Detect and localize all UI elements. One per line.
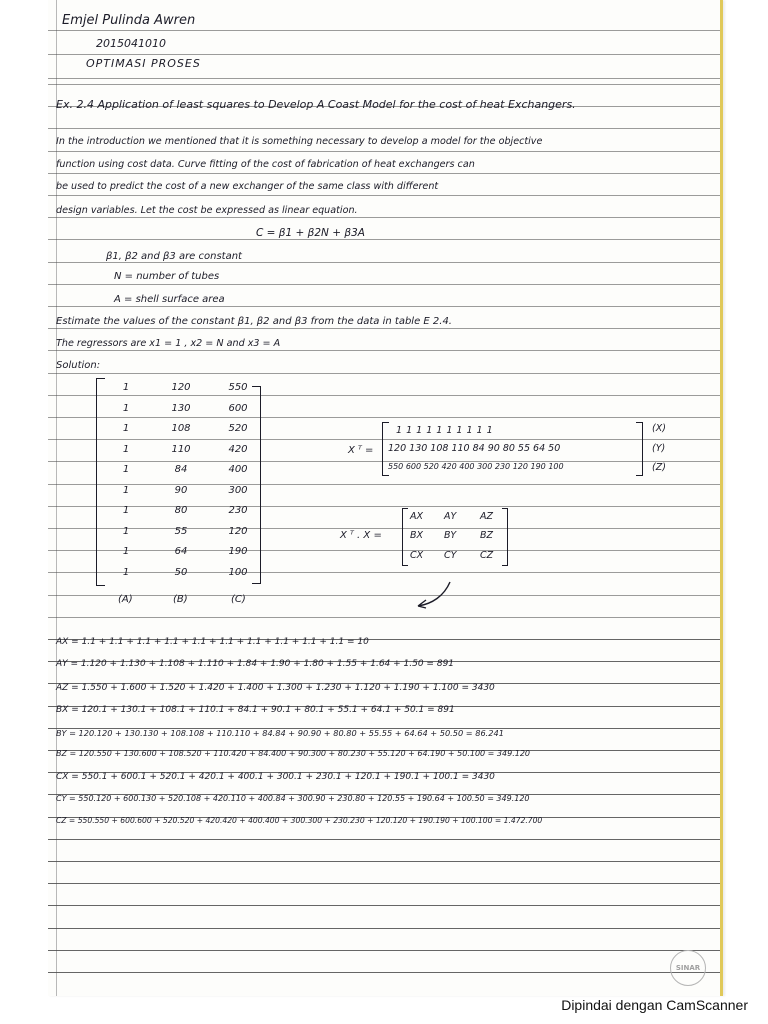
ruled-line xyxy=(48,262,720,263)
matrix-x-cell: 300 xyxy=(228,484,248,496)
ruled-line xyxy=(48,972,720,973)
product-cell: CY xyxy=(444,550,457,561)
matrix-x-cell: 120 xyxy=(171,382,191,393)
matrix-x-cell: 230 xyxy=(228,505,248,516)
row-label-z: (Z) xyxy=(652,462,666,473)
arrow-mark xyxy=(414,580,454,610)
matrix-x-cell: 90 xyxy=(174,484,188,496)
matrix-x-cell: 1 xyxy=(122,443,130,455)
product-label: X ᵀ . X = xyxy=(340,530,382,541)
cost-equation: C = β1 + β2N + β3A xyxy=(256,227,365,239)
ruled-line xyxy=(48,883,720,884)
matrix-x-cell: 1 xyxy=(122,566,130,578)
matrix-x-cell: 1 xyxy=(122,525,130,537)
matrix-x-cell: 130 xyxy=(171,402,191,414)
matrix-product xyxy=(402,508,512,568)
matrix-x-cell: 1 xyxy=(122,505,130,516)
column-label-a: (A) xyxy=(118,594,133,605)
intro-line: design variables. Let the cost be expressed as linear equation. xyxy=(56,205,358,216)
matrix-x-cell: 190 xyxy=(228,546,248,557)
ruled-line xyxy=(48,905,720,906)
ruled-line xyxy=(48,595,720,596)
calc-line-bz: BZ = 120.550 + 130.600 + 108.520 + 110.420 + 84.400 + 90.300 + 80.230 + 55.120 + 64.190 + 50.100 = 349.120 xyxy=(56,749,531,758)
solution-label: Solution: xyxy=(56,360,101,371)
definition-line: N = number of tubes xyxy=(114,271,220,282)
product-cell: BZ xyxy=(480,530,494,541)
ruled-line xyxy=(48,173,720,174)
matrix-x-cell: 110 xyxy=(171,443,191,455)
matrix-product-right-bracket xyxy=(502,508,508,566)
matrix-x-cell: 600 xyxy=(228,402,248,414)
ruled-line xyxy=(48,328,720,329)
intro-line: be used to predict the cost of a new exchanger of the same class with different xyxy=(56,181,439,192)
ruled-line xyxy=(48,839,720,840)
matrix-x-cell: 520 xyxy=(228,423,248,434)
product-cell: AZ xyxy=(480,511,494,522)
column-label-c: (C) xyxy=(231,594,246,605)
ruled-line xyxy=(48,30,720,31)
matrix-x-cell: 80 xyxy=(174,505,188,516)
product-cell: BY xyxy=(444,530,457,541)
matrix-x-cell: 50 xyxy=(174,566,188,578)
calc-line-by: BY = 120.120 + 130.130 + 108.108 + 110.110 + 84.84 + 90.90 + 80.80 + 55.55 + 64.64 + 50.50 = 86.241 xyxy=(56,728,504,738)
margin-line-left xyxy=(56,0,57,996)
course-title: OPTIMASI PROSES xyxy=(86,57,201,70)
row-label-y: (Y) xyxy=(652,443,666,454)
matrix-x-cell: 1 xyxy=(122,402,130,414)
matrix-x-cell: 120 xyxy=(228,525,248,537)
matrix-x-cell: 420 xyxy=(228,443,248,455)
ruled-line xyxy=(48,284,720,285)
intro-line: function using cost data. Curve fitting of the cost of fabrication of heat exchangers can xyxy=(56,159,475,170)
intro-line: In the introduction we mentioned that it is something necessary to develop a model for the objective xyxy=(56,136,543,147)
matrix-x-cell: 1 xyxy=(122,423,130,434)
scanner-footer: Dipindai dengan CamScanner xyxy=(561,997,748,1013)
calc-line-cx: CX = 550.1 + 600.1 + 520.1 + 420.1 + 400.1 + 300.1 + 230.1 + 120.1 + 190.1 + 100.1 = 3430 xyxy=(56,772,495,782)
ruled-line xyxy=(48,928,720,929)
ruled-line xyxy=(48,151,720,152)
matrix-x-cell: 84 xyxy=(174,464,188,475)
column-label-b: (B) xyxy=(173,594,188,605)
matrix-x xyxy=(96,378,276,588)
matrix-product-left-bracket xyxy=(402,508,408,566)
matrix-xt-row-1: 1 1 1 1 1 1 1 1 1 1 xyxy=(396,425,494,436)
matrix-x-cell: 100 xyxy=(228,566,248,578)
ruled-line xyxy=(48,128,720,129)
matrix-xt-row-2: 120 130 108 110 84 90 80 55 64 50 xyxy=(388,443,561,454)
ruled-line xyxy=(48,373,720,374)
calc-line-cz: CZ = 550.550 + 600.600 + 520.520 + 420.420 + 400.400 + 300.300 + 230.230 + 120.120 + 190.190 + 100.100 = 1.472.700 xyxy=(56,816,543,825)
notebook-brand-logo: SINAR xyxy=(670,950,706,986)
matrix-x-cell: 400 xyxy=(228,464,248,475)
matrix-x-cell: 1 xyxy=(122,464,130,475)
matrix-x-cell: 1 xyxy=(122,382,130,393)
matrix-x-cell: 550 xyxy=(228,382,248,393)
matrix-xt xyxy=(382,422,652,480)
ruled-line xyxy=(48,195,720,196)
problem-title: Ex. 2.4 Application of least squares to Develop A Coast Model for the cost of heat Exchangers. xyxy=(56,98,576,111)
ruled-line xyxy=(48,84,720,85)
product-cell: CZ xyxy=(480,550,494,561)
student-id: 2015041010 xyxy=(96,37,166,50)
matrix-x-cell: 1 xyxy=(122,484,130,496)
ruled-line xyxy=(48,861,720,862)
ruled-line xyxy=(48,78,720,79)
product-cell: BX xyxy=(410,530,424,541)
matrix-x-cell: 64 xyxy=(174,546,188,557)
ruled-line xyxy=(48,54,720,55)
calc-line-cy: CY = 550.120 + 600.130 + 520.108 + 420.110 + 400.84 + 300.90 + 230.80 + 120.55 + 190.64 + 100.50 = 349.120 xyxy=(56,794,530,803)
ruled-line xyxy=(48,617,720,618)
ruled-line xyxy=(48,306,720,307)
ruled-line xyxy=(48,239,720,240)
row-label-x: (X) xyxy=(652,423,666,434)
regressors-line: The regressors are x1 = 1 , x2 = N and x3 = A xyxy=(56,338,281,349)
student-name: Emjel Pulinda Awren xyxy=(62,13,196,28)
ruled-line xyxy=(48,950,720,951)
matrix-x-cell: 108 xyxy=(171,423,191,434)
product-cell: CX xyxy=(410,550,424,561)
calc-line-bx: BX = 120.1 + 130.1 + 108.1 + 110.1 + 84.1 + 90.1 + 80.1 + 55.1 + 64.1 + 50.1 = 891 xyxy=(56,705,455,715)
matrix-xt-right-bracket xyxy=(636,422,643,476)
estimate-line: Estimate the values of the constant β1, β2 and β3 from the data in table E 2.4. xyxy=(56,316,452,327)
ruled-line xyxy=(48,350,720,351)
matrix-xt-row-3: 550 600 520 420 400 300 230 120 190 100 xyxy=(388,462,564,471)
definition-line: β1, β2 and β3 are constant xyxy=(106,251,242,262)
definition-line: A = shell surface area xyxy=(114,294,225,305)
calc-line-az: AZ = 1.550 + 1.600 + 1.520 + 1.420 + 1.400 + 1.300 + 1.230 + 1.120 + 1.190 + 1.100 = 3430 xyxy=(56,683,495,693)
product-cell: AX xyxy=(410,511,424,522)
matrix-x-cell: 55 xyxy=(174,525,188,537)
matrix-x-cell: 1 xyxy=(122,546,130,557)
calc-line-ax: AX = 1.1 + 1.1 + 1.1 + 1.1 + 1.1 + 1.1 + 1.1 + 1.1 + 1.1 + 1.1 = 10 xyxy=(56,637,369,647)
notebook-page xyxy=(48,0,723,996)
calc-line-ay: AY = 1.120 + 1.130 + 1.108 + 1.110 + 1.84 + 1.90 + 1.80 + 1.55 + 1.64 + 1.50 = 891 xyxy=(56,659,455,669)
ruled-line xyxy=(48,217,720,218)
product-cell: AY xyxy=(444,511,457,522)
transpose-label: X ᵀ = xyxy=(348,445,374,456)
